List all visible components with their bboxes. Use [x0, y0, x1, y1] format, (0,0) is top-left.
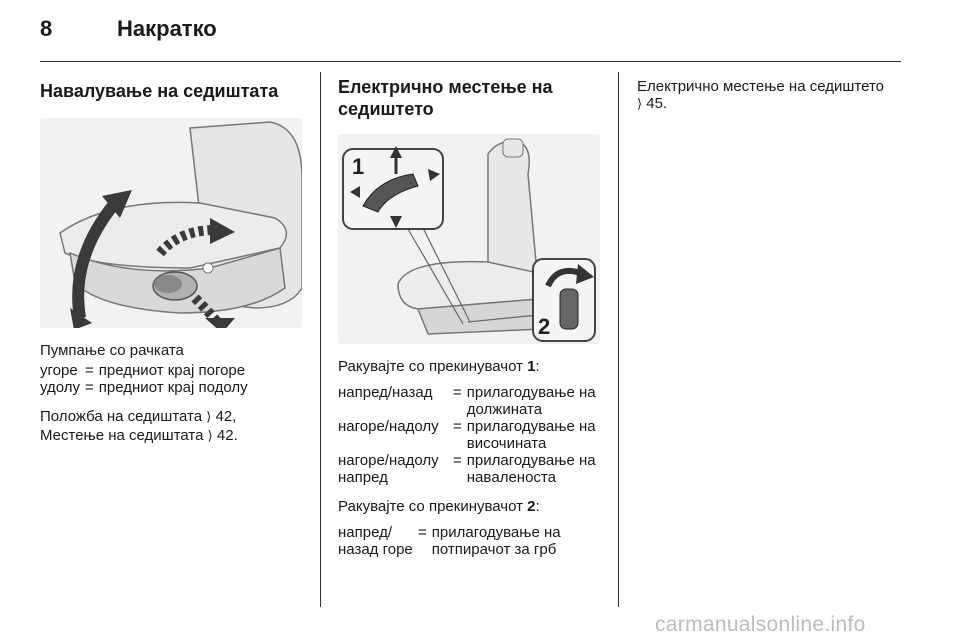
table-row — [40, 379, 248, 396]
switch-1-definitions — [338, 384, 602, 486]
description: прилагодување на височината — [466, 418, 596, 452]
section-reference — [637, 76, 907, 113]
equals-sign: = — [418, 524, 427, 541]
equals-sign: = — [85, 362, 94, 379]
power-seat-illustration — [338, 134, 600, 344]
cross-reference-1[interactable]: Положба на седиштата ⟩ 42, — [40, 408, 237, 425]
table-row — [40, 362, 248, 379]
description: предниот крај подолу — [98, 379, 248, 396]
equals-sign: = — [453, 452, 462, 469]
section-heading: Навалување на седиштата — [40, 81, 279, 101]
section-power-seat — [338, 76, 602, 558]
power-seat-drawing — [338, 134, 600, 344]
description: прилагодување на потпирачот за грб — [431, 524, 561, 558]
section-seat-tilt — [40, 76, 304, 446]
page-number: 8 — [40, 16, 53, 41]
equals-sign: = — [85, 379, 94, 396]
equals-sign: = — [453, 418, 462, 435]
callout-1: 1 — [352, 154, 365, 179]
ref-arrow-icon: ⟩ — [637, 97, 643, 112]
table-row — [338, 524, 602, 558]
column-divider-1 — [320, 72, 321, 607]
header-divider — [40, 61, 901, 62]
switch-2-caption: Ракувајте со прекинувачот 2: — [338, 498, 540, 515]
cross-reference-3[interactable]: Електрично местење на седиштето ⟩ 45. — [637, 78, 884, 112]
watermark: carmanualsonline.info — [655, 613, 866, 636]
column-divider-2 — [618, 72, 619, 607]
table-row — [338, 418, 602, 452]
seat-tilt-illustration — [40, 118, 302, 328]
table-row — [338, 452, 602, 486]
description: прилагодување на должината — [466, 384, 596, 418]
term: нагоре/надолу напред — [338, 452, 439, 486]
description: предниот крај погоре — [98, 362, 246, 379]
switch-1-caption: Ракувајте со прекинувачот 1: — [338, 358, 540, 375]
seat-lever-drawing — [40, 118, 302, 328]
page-title: Накратко — [117, 16, 217, 41]
section-heading: Електрично местење на седиштето — [338, 77, 553, 119]
term: угоре — [40, 362, 78, 379]
callout-2: 2 — [538, 314, 551, 339]
ref-arrow-icon: ⟩ — [207, 429, 213, 444]
cross-reference-2[interactable]: Местење на седиштата ⟩ 42. — [40, 427, 238, 444]
switch-2-definitions — [338, 524, 602, 558]
description: прилагодување на навaленоста — [466, 452, 596, 486]
term: нагоре/надолу — [338, 418, 439, 435]
term: удолу — [40, 379, 81, 396]
equals-sign: = — [453, 384, 462, 401]
term: напред/ назад горе — [338, 524, 413, 558]
tilt-definitions — [40, 362, 248, 396]
tilt-caption: Пумпање со рачката — [40, 342, 184, 359]
ref-arrow-icon: ⟩ — [206, 410, 212, 425]
table-row — [338, 384, 602, 418]
term: напред/назад — [338, 384, 433, 401]
